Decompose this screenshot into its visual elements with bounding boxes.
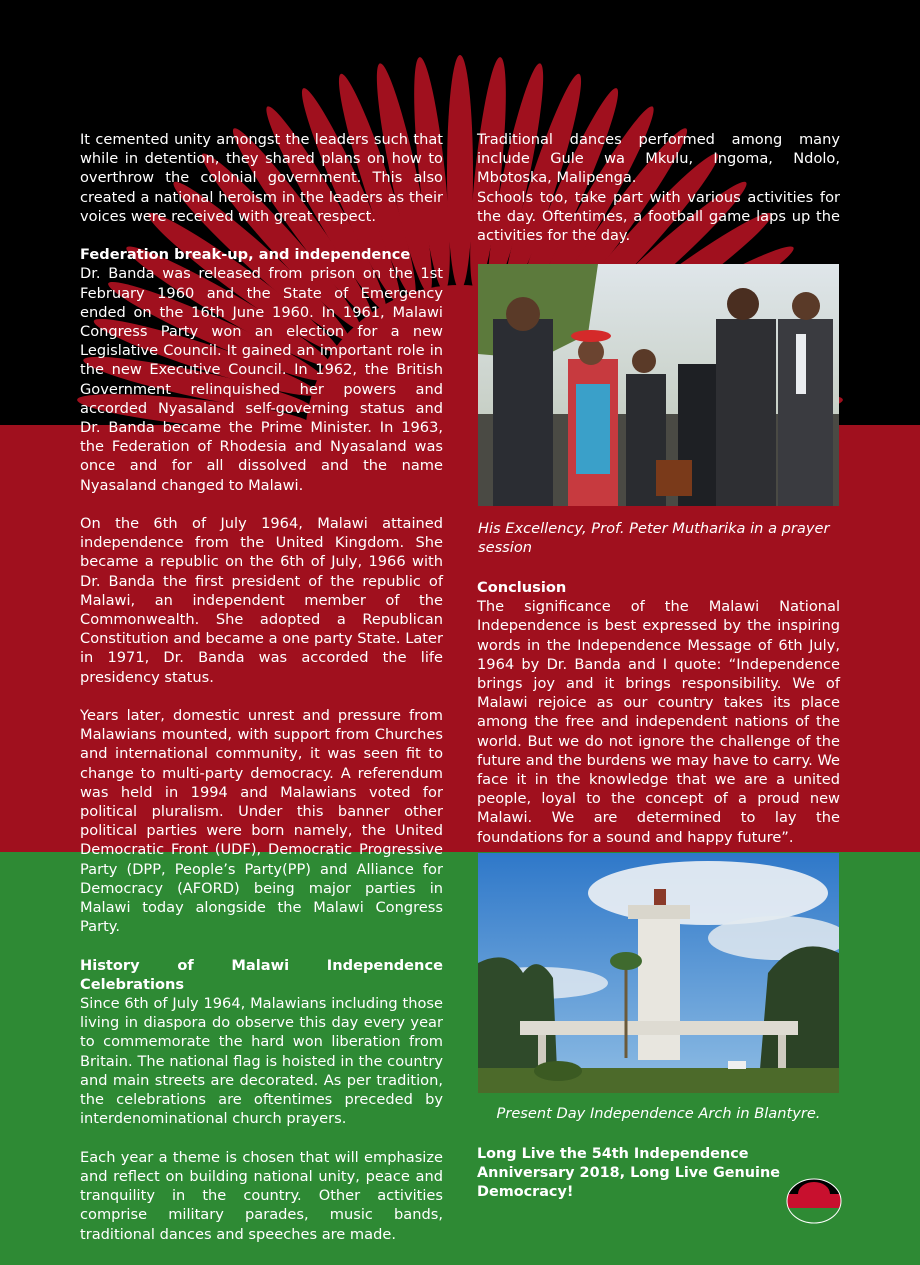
paragraph: On the 6th of July 1964, Malawi attained independence from the United Kingdom. She became a republic on the 6th of July, 1966 with Dr. Banda the first president of the republic of Malawi, an independent member of the Commonwealth. She adopted a Republican Constitution and became a one party State. Later in 1971, Dr. Banda was accorded the life presidency status. <box>80 515 443 686</box>
sun-ray <box>447 55 473 290</box>
malawi-flag-emblem-icon <box>786 1178 842 1224</box>
photo-caption: His Excellency, Prof. Peter Mutharika in a prayer session <box>478 520 830 557</box>
paragraph: Years later, domestic unrest and pressure from Malawians mounted, with support from Churches and international community, it was seen fit to change to multi-party democracy. A referendum was held in 1994 and Malawians voted for political pluralism. Under this banner other political parties were born namely, the United Democratic Front (UDF), Democratic Progressive Party (DPP, People’s Party(PP) and Alliance for Democracy (AFORD) being major parties in Malawi today alongside the Malawi Congress Party. <box>80 707 443 936</box>
paragraph: Each year a theme is chosen that will emphasize and reflect on building national unity, peace and tranquility in the country. Other activities comprise military parades, music bands, traditional dances and speeches are made. <box>80 1148 443 1243</box>
paragraph: Schools too, take part with various activities for the day. Oftentimes, a football game laps up the activities for the day. <box>477 188 840 245</box>
right-column-top <box>477 130 840 245</box>
photo-caption: Present Day Independence Arch in Blantyre. <box>496 1105 821 1122</box>
independence-arch-photo <box>478 853 839 1093</box>
section-heading: Conclusion <box>477 579 567 596</box>
section-heading: Federation break-up, and independence <box>80 246 411 264</box>
paragraph: Dr. Banda was released from prison on the 1st February 1960 and the State of Emergency ended on the 16th June 1960. In 1961, Malawi Congress Party won an election for a new Legislative Council. It gained an important role in the new Executive Council. In 1962, the British Government relinquished her powers and accorded Nyasaland self-governing status and Dr. Banda became the Prime Minister. In 1963, the Federation of Rhodesia and Nyasaland was once and for all dissolved and the name Nyasaland changed to Malawi. <box>80 265 443 494</box>
prayer-session-photo <box>478 264 839 506</box>
closing-slogan: Long Live the 54th Independence Anniversary 2018, Long Live Genuine Democracy! <box>477 1146 780 1201</box>
paragraph: Traditional dances performed among many include Gule wa Mkulu, Ingoma, Ndolo, Mbotoska, Malipenga. <box>477 131 840 187</box>
paragraph: It cemented unity amongst the leaders such that while in detention, they shared plans on how to overthrow the colonial government. This also created a national heroism in the leaders as their voices were received with great respect. <box>80 131 443 225</box>
paragraph: The significance of the Malawi National Independence is best expressed by the inspiring words in the Independence Message of 6th July, 1964 by Dr. Banda and I quote: “Independence brings joy and it brings responsibility. We of Malawi rejoice as our country takes its place among the free and independent nations of the world. But we do not ignore the challenge of the future and the burdens we may have to carry. We face it in the knowledge that we are a united people, loyal to the concept of a proud new Malawi. We are determined to lay the foundations for a sound and happy future”. <box>477 598 840 846</box>
left-column <box>80 130 443 1244</box>
paragraph: Since 6th of July 1964, Malawians including those living in diaspora do observe this day every year to commemorate the hard won liberation from Britain. The national flag is hoisted in the country and main streets are decorated. As per tradition, the celebrations are oftentimes preceded by interdenominational church prayers. <box>80 995 443 1128</box>
section-heading: History of Malawi Independence Celebrations <box>80 956 443 993</box>
conclusion-section <box>477 578 840 847</box>
